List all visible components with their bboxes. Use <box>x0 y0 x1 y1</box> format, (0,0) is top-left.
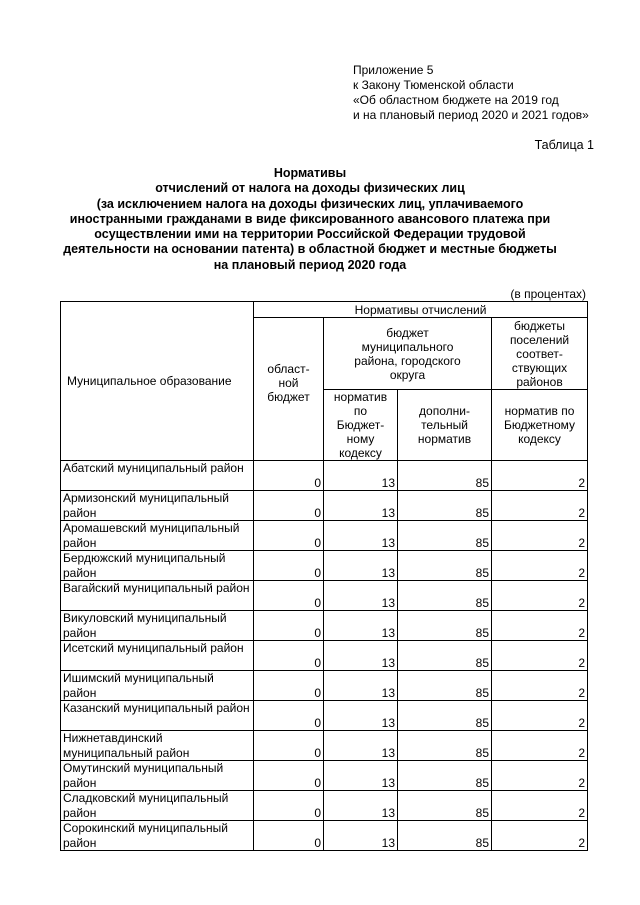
table-row <box>61 641 588 671</box>
regional-value: 0 <box>254 581 324 611</box>
municipal-code-value: 13 <box>324 551 398 581</box>
title-line: иностранными гражданами в виде фиксированного авансового платежа при <box>69 211 551 226</box>
municipal-code-value: 13 <box>324 521 398 551</box>
settlement-code-value: 2 <box>492 641 588 671</box>
municipal-code-value: 13 <box>324 491 398 521</box>
appendix-line: Приложение 5 <box>353 63 434 77</box>
header-by-budget-code-settlements-text: норматив по Бюджетному кодексу <box>503 404 576 446</box>
title-line: (за исключением налога на доходы физических лиц, уплачиваемого <box>96 196 524 211</box>
header-municipality: Муниципальное образование <box>61 302 254 461</box>
municipal-additional-value: 85 <box>398 491 492 521</box>
appendix-note <box>353 63 623 123</box>
header-regional-budget <box>254 318 324 461</box>
table-row <box>61 731 588 761</box>
municipality-name: Вагайский муниципальный район <box>61 581 254 611</box>
municipal-code-value: 13 <box>324 641 398 671</box>
appendix-line: «Об областном бюджете на 2019 год <box>353 93 559 107</box>
regional-value: 0 <box>254 671 324 701</box>
header-by-budget-code-settlements <box>492 390 588 461</box>
municipality-name: Викуловский муниципальный район <box>61 611 254 641</box>
regional-value: 0 <box>254 641 324 671</box>
header-settlement-budgets-text: бюджеты поселений соответ- ствующих районов <box>509 318 570 389</box>
municipality-name: Армизонский муниципальный район <box>61 491 254 521</box>
settlement-code-value: 2 <box>492 761 588 791</box>
norms-table <box>60 301 588 851</box>
table-row <box>61 461 588 491</box>
settlement-code-value: 2 <box>492 821 588 851</box>
table-row <box>61 761 588 791</box>
settlement-code-value: 2 <box>492 581 588 611</box>
municipal-additional-value: 85 <box>398 731 492 761</box>
municipality-name: Аромашевский муниципальный район <box>61 521 254 551</box>
regional-value: 0 <box>254 491 324 521</box>
regional-value: 0 <box>254 461 324 491</box>
municipal-additional-value: 85 <box>398 761 492 791</box>
municipality-name: Абатский муниципальный район <box>61 461 254 491</box>
table-number: Таблица 1 <box>534 138 594 152</box>
municipal-additional-value: 85 <box>398 611 492 641</box>
regional-value: 0 <box>254 821 324 851</box>
municipal-additional-value: 85 <box>398 641 492 671</box>
municipal-code-value: 13 <box>324 821 398 851</box>
municipal-code-value: 13 <box>324 461 398 491</box>
header-municipal-budget <box>324 318 492 390</box>
municipal-additional-value: 85 <box>398 461 492 491</box>
table-row <box>61 611 588 641</box>
table-row <box>61 551 588 581</box>
header-additional-text: дополни- тельный норматив <box>417 404 472 446</box>
table-row <box>61 701 588 731</box>
settlement-code-value: 2 <box>492 461 588 491</box>
municipality-name: Сладковский муниципальный район <box>61 791 254 821</box>
regional-value: 0 <box>254 551 324 581</box>
header-norms: Нормативы отчислений <box>254 302 588 318</box>
municipality-name: Казанский муниципальный район <box>61 701 254 731</box>
appendix-line: к Закону Тюменской области <box>353 78 514 92</box>
header-regional-budget-text: област- ной бюджет <box>267 362 310 404</box>
regional-value: 0 <box>254 521 324 551</box>
settlement-code-value: 2 <box>492 671 588 701</box>
settlement-code-value: 2 <box>492 611 588 641</box>
municipality-name: Омутинский муниципальный район <box>61 761 254 791</box>
municipal-additional-value: 85 <box>398 551 492 581</box>
municipal-additional-value: 85 <box>398 521 492 551</box>
table-row <box>61 521 588 551</box>
header-settlement-budgets <box>492 318 588 390</box>
title-line: деятельности на основании патента) в областной бюджет и местные бюджеты <box>63 242 557 257</box>
regional-value: 0 <box>254 611 324 641</box>
title-line: на плановый период 2020 года <box>213 257 407 272</box>
municipal-code-value: 13 <box>324 731 398 761</box>
municipality-name: Бердюжский муниципальный район <box>61 551 254 581</box>
settlement-code-value: 2 <box>492 731 588 761</box>
municipality-name: Нижнетавдинский муниципальный район <box>61 731 254 761</box>
regional-value: 0 <box>254 731 324 761</box>
units-note: (в процентах) <box>510 287 586 301</box>
municipal-additional-value: 85 <box>398 791 492 821</box>
municipal-additional-value: 85 <box>398 701 492 731</box>
settlement-code-value: 2 <box>492 701 588 731</box>
regional-value: 0 <box>254 701 324 731</box>
table-body <box>61 461 588 851</box>
header-municipal-budget-text: бюджет муниципального района, городского округа <box>354 325 461 382</box>
municipality-name: Исетский муниципальный район <box>61 641 254 671</box>
table-row <box>61 491 588 521</box>
header-by-budget-code <box>324 390 398 461</box>
table-row <box>61 791 588 821</box>
title-line: Нормативы <box>273 166 347 180</box>
municipality-name: Ишимский муниципальный район <box>61 671 254 701</box>
table-row <box>61 671 588 701</box>
document-title <box>40 166 580 273</box>
appendix-line: и на плановый период 2020 и 2021 годов» <box>353 108 589 122</box>
municipal-additional-value: 85 <box>398 581 492 611</box>
settlement-code-value: 2 <box>492 791 588 821</box>
regional-value: 0 <box>254 761 324 791</box>
table-row <box>61 581 588 611</box>
settlement-code-value: 2 <box>492 491 588 521</box>
header-additional <box>398 390 492 461</box>
municipal-additional-value: 85 <box>398 671 492 701</box>
title-line: отчислений от налога на доходы физических лиц <box>155 181 465 196</box>
table-row <box>61 821 588 851</box>
municipal-code-value: 13 <box>324 611 398 641</box>
header-by-budget-code-text: норматив по Бюджет- ному кодексу <box>333 390 388 460</box>
municipal-code-value: 13 <box>324 581 398 611</box>
settlement-code-value: 2 <box>492 551 588 581</box>
settlement-code-value: 2 <box>492 521 588 551</box>
municipal-additional-value: 85 <box>398 821 492 851</box>
municipal-code-value: 13 <box>324 671 398 701</box>
regional-value: 0 <box>254 791 324 821</box>
municipal-code-value: 13 <box>324 761 398 791</box>
municipality-name: Сорокинский муниципальный район <box>61 821 254 851</box>
municipal-code-value: 13 <box>324 791 398 821</box>
municipal-code-value: 13 <box>324 701 398 731</box>
title-line: осуществлении ими на территории Российской Федерации трудовой <box>94 227 526 242</box>
